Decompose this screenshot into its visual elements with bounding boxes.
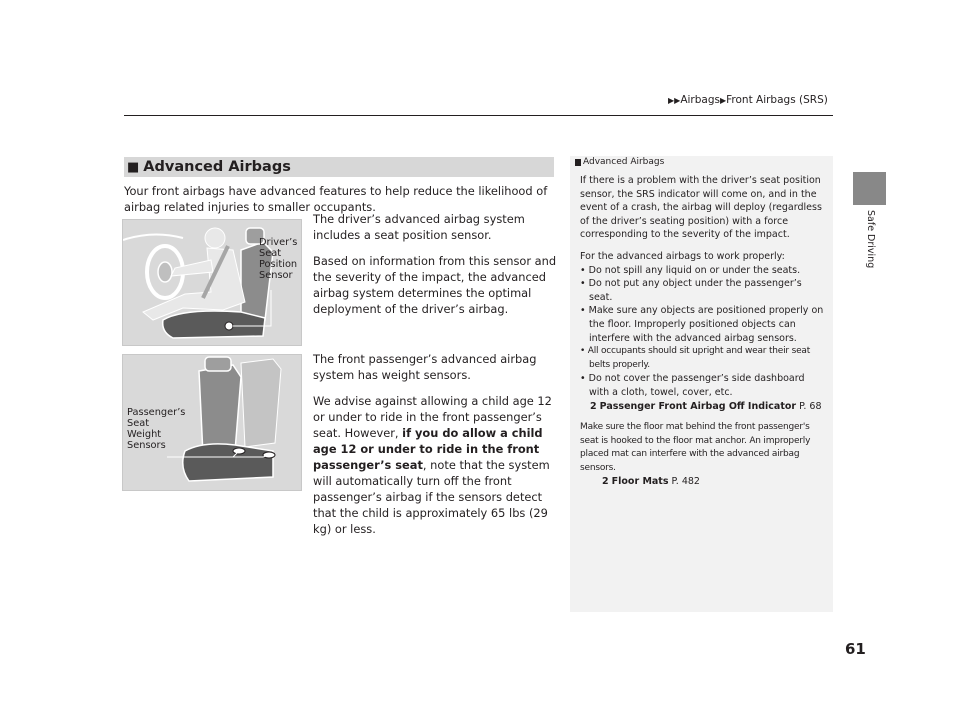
passenger-seat-illustration [122, 354, 302, 491]
section-tab-marker [853, 172, 886, 205]
driver-sensor-label: Driver’s Seat Position Sensor [259, 237, 298, 281]
sidebar-heading-label: Advanced Airbags [583, 157, 665, 167]
breadcrumb-arrow-icon: ▶ [719, 96, 727, 105]
reference-arrow-icon: 2 [590, 400, 597, 412]
passenger-paragraph-2: We advise against allowing a child age 12 or under to ride in the front passenger’s seat. However, if you do allow a child age 12 or under to ride in the front passenger’s seat, note that the system will automatically turn off the front passenger’s airbag if the sensors detect that the child is approximately 65 lbs (29 kg) or less. [313, 394, 552, 536]
driver-seat-illustration [122, 219, 302, 346]
passenger-paragraph-1: The front passenger’s advanced airbag system has weight sensors. [313, 352, 537, 382]
passenger-sensor-label: Passenger’s Seat Weight Sensors [127, 407, 186, 451]
passenger-text [313, 351, 558, 537]
section-title: Advanced Airbags [143, 159, 291, 175]
sidebar-bullet: • Do not spill any liquid on or under the seats. [580, 264, 801, 276]
sidebar-cross-reference[interactable]: 2 Floor Mats P. 482 [602, 476, 700, 488]
sidebar-bullet: • All occupants should sit upright and wear their seat belts properly. [580, 346, 811, 370]
driver-paragraph-1: The driver’s advanced airbag system includes a seat position sensor. [313, 212, 525, 242]
sidebar-bullet: • Make sure any objects are positioned properly on the floor. Improperly positioned objects can interfere with the advanced airbag sensors. [580, 305, 824, 344]
sidebar-bullet: • Do not put any object under the passenger’s seat. [580, 278, 802, 303]
sidebar-cross-reference[interactable]: 2 Passenger Front Airbag Off Indicator P. 68 [590, 400, 822, 412]
sidebar-paragraph-3: Make sure the floor mat behind the front passenger's seat is hooked to the floor mat anchor. An improperly placed mat can interfere with the advanced airbag sensors. [580, 422, 811, 473]
sidebar-paragraph-2: For the advanced airbags to work properly: [580, 250, 785, 262]
section-square-icon: ■ [127, 159, 140, 175]
sidebar-bullet: • Do not cover the passenger’s side dashboard with a cloth, towel, cover, etc. [580, 373, 805, 398]
sidebar-paragraph-1: If there is a problem with the driver’s seat position sensor, the SRS indicator will come on, and in the event of a crash, the airbag will deploy (regardless of the driver’s seating position) with a force corresponding to the severity of the impact. [580, 175, 822, 241]
breadcrumb [668, 94, 828, 106]
sidebar-heading [575, 157, 664, 167]
breadcrumb-arrow-icon: ▶▶ [668, 96, 681, 105]
driver-paragraph-2: Based on information from this sensor and the severity of the impact, the advanced airbag system determines the optimal deployment of the driver’s airbag. [313, 254, 557, 316]
header-divider [124, 115, 833, 116]
reference-arrow-icon: 2 [602, 476, 609, 488]
sidebar-marker-icon [575, 159, 581, 166]
breadcrumb-item-front-airbags[interactable]: Front Airbags (SRS) [726, 94, 828, 106]
breadcrumb-item-airbags[interactable]: Airbags [680, 94, 720, 106]
section-heading [124, 157, 554, 177]
page-number: 61 [845, 640, 866, 658]
section-tab-label: Safe Driving [865, 210, 876, 269]
sidebar-body [580, 174, 826, 489]
driver-text [313, 211, 558, 317]
intro-paragraph: Your front airbags have advanced features to help reduce the likelihood of airbag related injuries to smaller occupants. [124, 184, 548, 214]
